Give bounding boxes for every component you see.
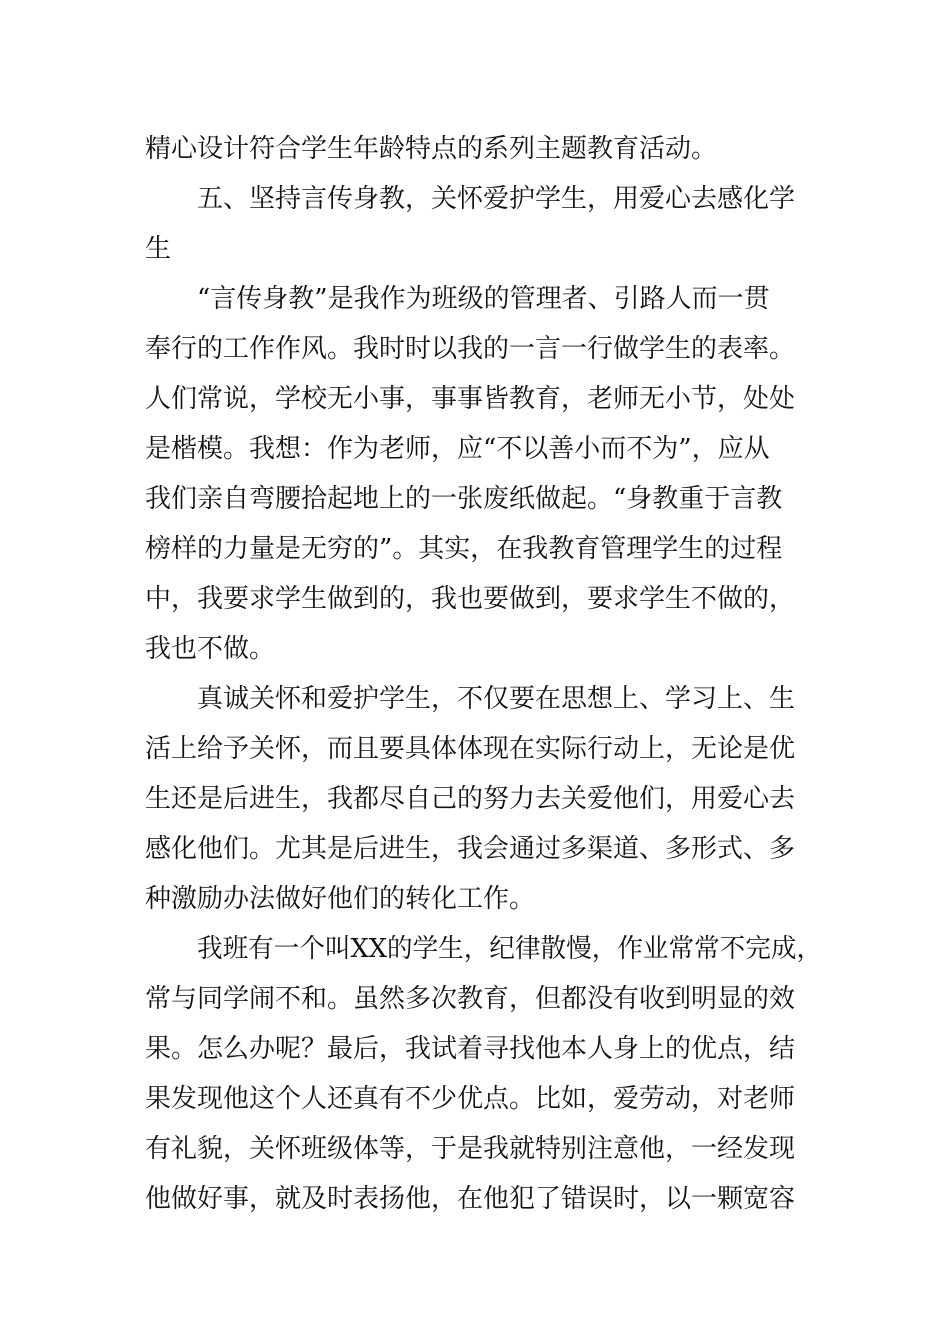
text-line: 感化他们。尤其是后进生，我会通过多渠道、多形式、多	[145, 834, 796, 864]
text-line: 我班有一个叫XX的学生，纪律散慢，作业常常不完成，	[197, 934, 823, 964]
text-line: 人们常说，学校无小事，事事皆教育，老师无小节，处处	[145, 384, 796, 414]
text-line: 我也不做。	[145, 634, 276, 664]
text-line: 常与同学闹不和。虽然多次教育，但都没有收到明显的效	[145, 984, 796, 1014]
text-line: 奉行的工作作风。我时时以我的一言一行做学生的表率。	[145, 334, 796, 364]
section-heading: 五、坚持言传身教，关怀爱护学生，用爱心去感化学	[197, 184, 796, 214]
text-line: 果发现他这个人还真有不少优点。比如，爱劳动，对老师	[145, 1084, 796, 1114]
section-heading-continued: 生	[145, 234, 172, 264]
text-line: 果。怎么办呢？最后，我试着寻找他本人身上的优点，结	[145, 1034, 796, 1064]
text-line: 他做好事，就及时表扬他，在他犯了错误时，以一颗宽容	[145, 1184, 796, 1214]
text-line: 中，我要求学生做到的，我也要做到，要求学生不做的，	[145, 584, 796, 614]
text-line: 真诚关怀和爱护学生，不仅要在思想上、学习上、生	[197, 684, 796, 714]
text-line: 有礼貌，关怀班级体等，于是我就特别注意他，一经发现	[145, 1134, 796, 1164]
text-line: “言传身教”是我作为班级的管理者、引路人而一贯	[197, 284, 770, 314]
text-line: 活上给予关怀，而且要具体体现在实际行动上，无论是优	[145, 734, 796, 764]
text-line: 种激励办法做好他们的转化工作。	[145, 884, 536, 914]
text-line: 我们亲自弯腰拾起地上的一张废纸做起。“身教重于言教	[145, 484, 783, 514]
text-line: 生还是后进生，我都尽自己的努力去关爱他们，用爱心去	[145, 784, 796, 814]
text-line: 是楷模。我想：作为老师，应“不以善小而不为”，应从	[145, 434, 770, 464]
text-line: 精心设计符合学生年龄特点的系列主题教育活动。	[145, 134, 718, 164]
text-line: 榜样的力量是无穷的”。其实，在我教育管理学生的过程	[145, 534, 783, 564]
